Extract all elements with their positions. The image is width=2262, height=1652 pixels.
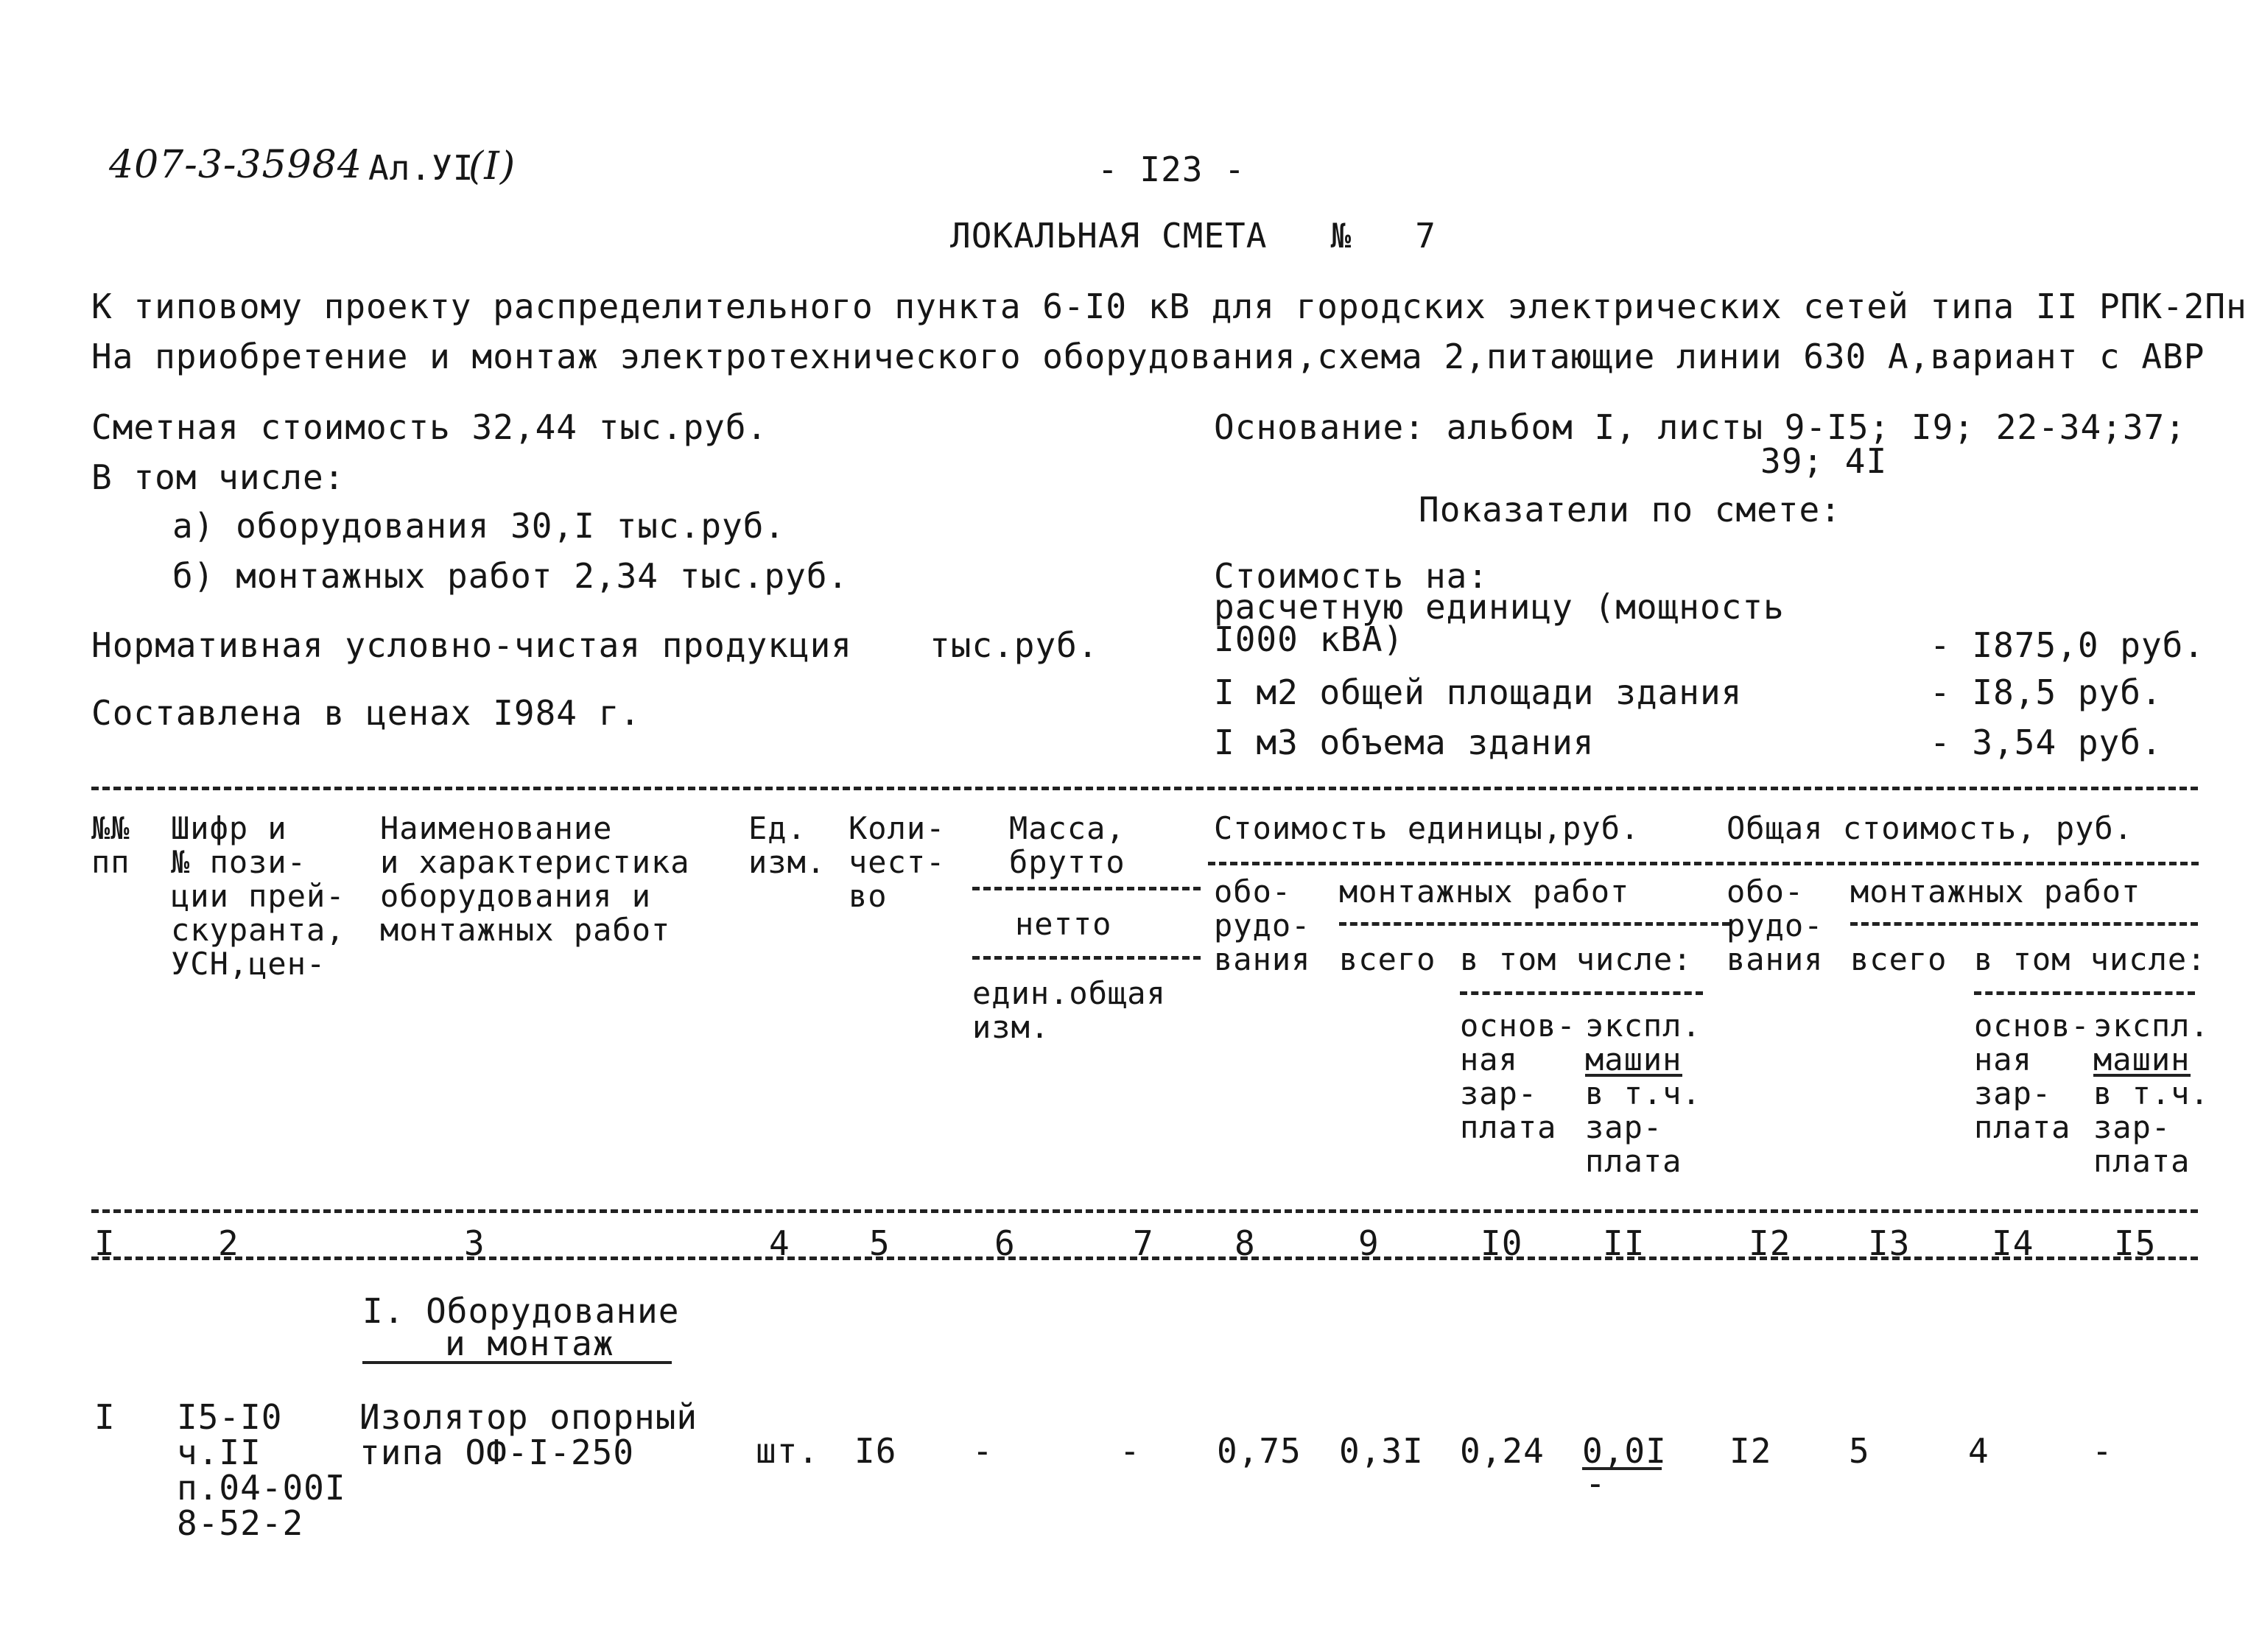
header-machines-unit: экспл.: [1585, 1008, 1701, 1044]
install-rule-a: [1339, 922, 1729, 926]
unit-label-2: I000 кВА): [1214, 619, 1405, 659]
column-number: 5: [869, 1223, 891, 1263]
total-cost: Сметная стоимость 32,44 тыс.руб.: [91, 407, 768, 447]
column-number: 2: [218, 1223, 239, 1263]
section-title-2: и монтаж: [445, 1324, 614, 1363]
cost-rule-1: [1208, 862, 2199, 865]
header-col-1: №№ пп: [91, 810, 130, 880]
cost-for-label: Стоимость на:: [1214, 556, 1489, 596]
indicators-heading: Показатели по смете:: [1419, 490, 1841, 530]
column-number: II: [1603, 1223, 1645, 1263]
column-number: 3: [464, 1223, 485, 1263]
table-top-rule: [91, 787, 2198, 790]
column-number-rule: [91, 1256, 2198, 1260]
row-install-unit-machines: 0,0I: [1582, 1431, 1667, 1471]
subtitle-line-2: На приобретение и монтаж электротехнического оборудования,схема 2,питающие линии 630 А,вариант с АВР: [91, 337, 2205, 376]
header-including-total: в том числе:: [1974, 941, 2207, 977]
row-mass-unit: -: [972, 1431, 994, 1471]
section-title: I. Оборудование: [362, 1291, 680, 1331]
row-code: I5-I0 ч.II п.04-00I 8-52-2: [177, 1397, 346, 1543]
header-equipment-total: обо- рудо- вания: [1727, 874, 1824, 977]
mass-rule-2: [972, 956, 1201, 960]
column-number: I: [94, 1223, 116, 1263]
header-col-5: Коли- чест- во: [849, 810, 946, 914]
column-number: I0: [1481, 1223, 1523, 1263]
header-machines-unit-2: машин: [1585, 1041, 1682, 1078]
header-netto: нетто: [1015, 906, 1112, 942]
basis-line-1: Основание: альбом I, листы 9-I5; I9; 22-34;37;: [1214, 407, 2186, 447]
mass-rule-1: [972, 887, 1201, 890]
header-col-3: Наименование и характеристика оборудования и монтажных работ: [380, 810, 690, 948]
header-col-2: Шифр и № пози- ции прей- скуранта, УСН,цен-: [171, 810, 345, 982]
header-total-total: всего: [1850, 941, 1947, 977]
normative-product-label: Нормативная условно-чистая продукция: [91, 625, 852, 665]
header-base-salary-total: основ- ная зар- плата: [1974, 1008, 2090, 1145]
document-issue: (I): [468, 144, 516, 189]
header-mass: Масса, брутто: [1009, 810, 1125, 880]
header-machines-total: экспл.: [2093, 1008, 2210, 1044]
page-title: ЛОКАЛЬНАЯ СМЕТА № 7: [950, 216, 1436, 256]
row-install-base-total: 4: [1968, 1431, 1989, 1471]
incl-rule-b: [1974, 991, 2195, 995]
column-number: 9: [1358, 1223, 1380, 1263]
row-unit: шт.: [756, 1431, 820, 1471]
header-base-salary-unit: основ- ная зар- плата: [1460, 1008, 1576, 1145]
area-value: - I8,5 руб.: [1930, 672, 2163, 712]
row-name: Изолятор опорный типа ОФ-I-250: [359, 1397, 698, 1472]
header-machines-total-2: машин: [2093, 1041, 2191, 1078]
row-quantity: I6: [854, 1431, 897, 1471]
header-unit-cost: Стоимость единицы,руб.: [1214, 810, 1640, 846]
unit-value: - I875,0 руб.: [1930, 625, 2205, 665]
volume-value: - 3,54 руб.: [1930, 723, 2163, 762]
column-number: I3: [1868, 1223, 1911, 1263]
document-code-typed: Ал.УI: [368, 148, 474, 188]
row-install-unit-base: 0,24: [1460, 1431, 1545, 1471]
row-machines-salary: -: [1585, 1463, 1606, 1503]
row-equipment-total: I2: [1729, 1431, 1772, 1471]
header-including-unit: в том числе:: [1460, 941, 1693, 977]
header-total-unit: всего: [1339, 941, 1436, 977]
incl-rule-a: [1460, 991, 1703, 995]
row-install-unit-total: 0,3I: [1339, 1431, 1424, 1471]
column-number: 6: [994, 1223, 1016, 1263]
header-mass-units: един.общая изм.: [972, 975, 1166, 1045]
column-number: 4: [769, 1223, 790, 1263]
row-install-total: 5: [1849, 1431, 1870, 1471]
header-bottom-rule: [91, 1209, 2198, 1213]
document-code-handwritten: 407-3-35984: [109, 143, 362, 187]
header-install-total: монтажных работ: [1850, 874, 2141, 910]
volume-label: I м3 объема здания: [1214, 723, 1595, 762]
row-mass-total: -: [1120, 1431, 1141, 1471]
column-number: I5: [2114, 1223, 2157, 1263]
column-number: I4: [1992, 1223, 2034, 1263]
equipment-cost: а) оборудования 30,I тыс.руб.: [172, 506, 786, 546]
row-equipment-unit-cost: 0,75: [1217, 1431, 1302, 1471]
area-label: I м2 общей площади здания: [1214, 672, 1743, 712]
unit-label-1: расчетную единицу (мощность: [1214, 587, 1785, 627]
install-rule-b: [1850, 922, 2198, 926]
prices-year: Составлена в ценах I984 г.: [91, 693, 642, 733]
row-number: I: [94, 1397, 116, 1437]
header-machines-salary-unit: в т.ч. зар- плата: [1585, 1075, 1701, 1179]
column-number: 8: [1234, 1223, 1256, 1263]
page-number: - I23 -: [1097, 150, 1246, 189]
subtitle-line-1: К типовому проекту распределительного пункта 6-I0 кВ для городских электрических сетей типа II РПК-2Пн: [91, 287, 2247, 326]
basis-line-2: 39; 4I: [1760, 441, 1888, 481]
including-label: В том числе:: [91, 457, 345, 497]
header-total-cost: Общая стоимость, руб.: [1727, 810, 2134, 846]
header-equipment-unit: обо- рудо- вания: [1214, 874, 1311, 977]
header-col-4: Ед. изм.: [748, 810, 826, 880]
normative-product-unit: тыс.руб.: [930, 625, 1099, 665]
section-underline: [362, 1361, 672, 1364]
header-install-unit: монтажных работ: [1339, 874, 1630, 910]
column-number: I2: [1749, 1223, 1791, 1263]
installation-cost: б) монтажных работ 2,34 тыс.руб.: [172, 556, 849, 596]
row-install-machines-total: -: [2092, 1431, 2113, 1471]
header-machines-salary-total: в т.ч. зар- плата: [2093, 1075, 2210, 1179]
column-number: 7: [1133, 1223, 1154, 1263]
